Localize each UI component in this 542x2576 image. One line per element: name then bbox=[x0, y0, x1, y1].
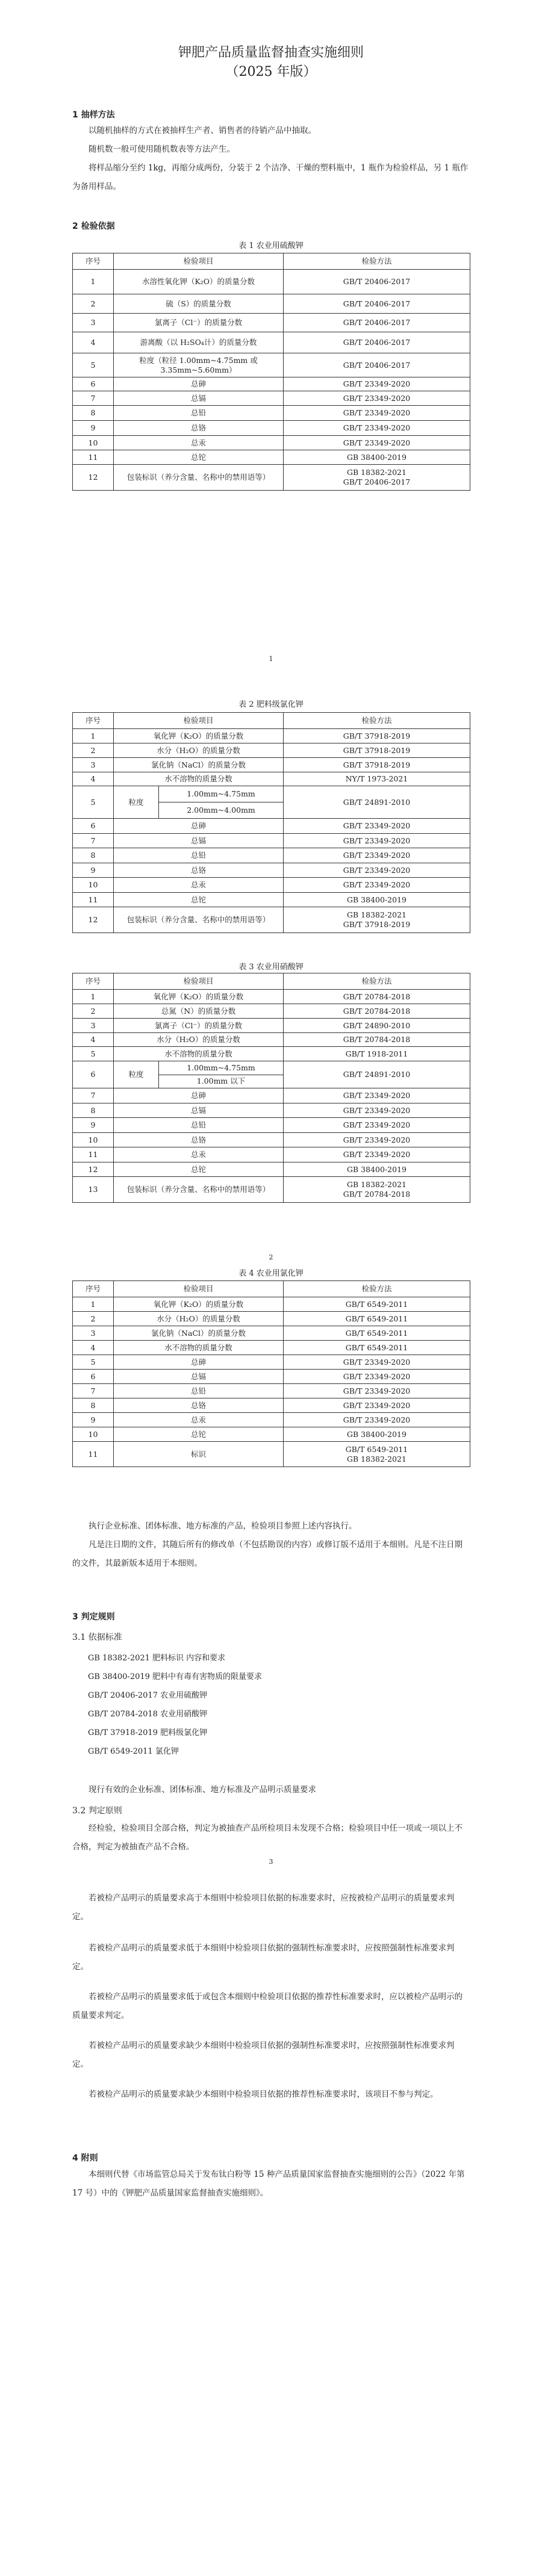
row-method: GB/T 37918-2019 bbox=[284, 743, 470, 758]
header-method: 检验方法 bbox=[284, 713, 470, 729]
row-item: 总汞 bbox=[114, 1147, 284, 1162]
row-method: GB/T 6549-2011 GB 18382-2021 bbox=[284, 1442, 470, 1467]
table-row bbox=[73, 1177, 470, 1203]
table-row bbox=[73, 834, 470, 848]
table-row bbox=[73, 878, 470, 893]
row-method: GB/T 23349-2020 bbox=[284, 848, 470, 863]
section-3-1-heading: 3.1 依据标准 bbox=[72, 1633, 122, 1642]
row-method: GB/T 23349-2020 bbox=[284, 1413, 470, 1427]
standard-item: GB/T 6549-2011 氯化钾 bbox=[88, 1747, 179, 1756]
table-row bbox=[73, 465, 470, 491]
table-row bbox=[73, 332, 470, 353]
table-row bbox=[73, 893, 470, 907]
row-number: 7 bbox=[73, 1088, 114, 1103]
table-row bbox=[73, 772, 470, 786]
row-item-group: 粒度 bbox=[114, 1061, 159, 1088]
row-item: 水不溶物的质量分数 bbox=[114, 772, 284, 786]
row-number: 9 bbox=[73, 421, 114, 436]
row-number: 5 bbox=[73, 786, 114, 819]
page-number: 2 bbox=[269, 1253, 273, 1261]
row-item: 总镉 bbox=[114, 1103, 284, 1118]
table-row bbox=[73, 1162, 470, 1177]
table-4-caption: 表 4 农业用氯化钾 bbox=[238, 1269, 304, 1278]
section-3-heading: 3 判定规则 bbox=[72, 1612, 115, 1622]
row-method: GB/T 37918-2019 bbox=[284, 729, 470, 743]
row-number: 11 bbox=[73, 1442, 114, 1467]
row-sub-item: 1.00mm~4.75mm bbox=[159, 786, 284, 802]
document-subtitle: （2025 年版） bbox=[225, 64, 317, 79]
table-row bbox=[73, 786, 470, 802]
row-number: 1 bbox=[73, 729, 114, 743]
row-item: 氧化钾（K₂O）的质量分数 bbox=[114, 729, 284, 743]
row-number: 4 bbox=[73, 1341, 114, 1355]
header-item: 检验项目 bbox=[114, 253, 284, 270]
row-item: 总镉 bbox=[114, 834, 284, 848]
row-number: 8 bbox=[73, 848, 114, 863]
row-number: 2 bbox=[73, 1312, 114, 1326]
table-row bbox=[73, 436, 470, 450]
row-number: 7 bbox=[73, 391, 114, 406]
row-item: 氯离子（Cl⁻）的质量分数 bbox=[114, 1019, 284, 1033]
row-number: 7 bbox=[73, 1384, 114, 1398]
row-item: 总砷 bbox=[114, 1088, 284, 1103]
table-4 bbox=[72, 1280, 470, 1467]
row-method: GB/T 23349-2020 bbox=[284, 406, 470, 421]
row-number: 8 bbox=[73, 406, 114, 421]
row-item: 总铅 bbox=[114, 1384, 284, 1398]
row-item: 水溶性氧化钾（K₂O）的质量分数 bbox=[114, 270, 284, 294]
standard-item: GB/T 37918-2019 肥料级氯化钾 bbox=[88, 1728, 208, 1737]
row-method: GB/T 23349-2020 bbox=[284, 421, 470, 436]
row-method: GB/T 23349-2020 bbox=[284, 1147, 470, 1162]
row-method: GB/T 23349-2020 bbox=[284, 878, 470, 893]
row-item: 总氮（N）的质量分数 bbox=[114, 1004, 284, 1019]
row-method: GB 38400-2019 bbox=[284, 1427, 470, 1442]
row-method: GB/T 23349-2020 bbox=[284, 436, 470, 450]
row-item: 总砷 bbox=[114, 1355, 284, 1370]
row-item: 总铬 bbox=[114, 421, 284, 436]
row-number: 3 bbox=[73, 1019, 114, 1033]
row-number: 7 bbox=[73, 834, 114, 848]
section-3-2-paragraph: 若被检产品明示的质量要求缺少本细则中检验项目依据的强制性标准要求时，应按照强制性标准要求判定。 bbox=[72, 2041, 455, 2069]
standard-item: GB 38400-2019 肥料中有毒有害物质的限量要求 bbox=[88, 1672, 263, 1681]
table-row bbox=[73, 1326, 470, 1341]
row-number: 5 bbox=[73, 1047, 114, 1061]
table-row bbox=[73, 990, 470, 1004]
row-item: 总铊 bbox=[114, 893, 284, 907]
table-row bbox=[73, 421, 470, 436]
table-1-caption: 表 1 农业用硫酸钾 bbox=[238, 241, 304, 250]
row-item: 氯化钠（NaCl）的质量分数 bbox=[114, 758, 284, 772]
section-3-2-paragraph: 若被检产品明示的质量要求低于或包含本细则中检验项目依据的推荐性标准要求时，应以被检产品明示的质量要求判定。 bbox=[72, 1992, 463, 2020]
table-row bbox=[73, 314, 470, 332]
row-method: GB/T 6549-2011 bbox=[284, 1312, 470, 1326]
row-number: 6 bbox=[73, 1370, 114, 1384]
header-method: 检验方法 bbox=[284, 973, 470, 990]
table-row bbox=[73, 1047, 470, 1061]
section-2-note: 凡是注日期的文件，其随后所有的修改单（不包括勘误的内容）或修订版不适用于本细则。凡是不注日期的文件，其最新版本适用于本细则。 bbox=[72, 1540, 463, 1568]
row-sub-item: 1.00mm~4.75mm bbox=[159, 1061, 284, 1075]
row-method: GB/T 20784-2018 bbox=[284, 990, 470, 1004]
row-number: 12 bbox=[73, 1162, 114, 1177]
table-row bbox=[73, 1004, 470, 1019]
row-item: 总铬 bbox=[114, 1133, 284, 1147]
table-row bbox=[73, 1019, 470, 1033]
row-sub-item: 1.00mm 以下 bbox=[159, 1075, 284, 1088]
table-row bbox=[73, 294, 470, 314]
row-item-group: 粒度 bbox=[114, 786, 159, 819]
table-row bbox=[73, 1061, 470, 1075]
section-3-2-paragraph: 若被检产品明示的质量要求低于本细则中检验项目依据的强制性标准要求时，应按照强制性标准要求判定。 bbox=[72, 1943, 455, 1972]
row-method: GB/T 24891-2010 bbox=[284, 1061, 470, 1088]
row-method: GB/T 23349-2020 bbox=[284, 834, 470, 848]
row-item: 总铊 bbox=[114, 1162, 284, 1177]
section-3-2-heading: 3.2 判定原则 bbox=[72, 1806, 122, 1816]
standard-item: GB/T 20406-2017 农业用硫酸钾 bbox=[88, 1691, 208, 1700]
table-row bbox=[73, 391, 470, 406]
row-item: 氯离子（Cl⁻）的质量分数 bbox=[114, 314, 284, 332]
row-item: 总汞 bbox=[114, 878, 284, 893]
row-method: GB 38400-2019 bbox=[284, 450, 470, 465]
row-method: GB/T 23349-2020 bbox=[284, 1355, 470, 1370]
row-method: GB/T 23349-2020 bbox=[284, 1118, 470, 1133]
section-3-2-paragraph: 若被检产品明示的质量要求高于本细则中检验项目依据的标准要求时，应按被检产品明示的质量要求判定。 bbox=[72, 1893, 455, 1922]
row-item: 水分（H₂O）的质量分数 bbox=[114, 1312, 284, 1326]
section-3-2-paragraph: 经检验，检验项目全部合格，判定为被抽查产品所检项目未发现不合格；检验项目中任一项或一项以上不合格，判定为被抽查产品不合格。 bbox=[72, 1823, 463, 1852]
table-row bbox=[73, 1442, 470, 1467]
row-method: GB/T 24891-2010 bbox=[284, 786, 470, 819]
row-method: GB/T 23349-2020 bbox=[284, 863, 470, 878]
standard-item: GB/T 20784-2018 农业用硝酸钾 bbox=[88, 1710, 208, 1719]
row-item: 总铅 bbox=[114, 1118, 284, 1133]
row-number: 10 bbox=[73, 1427, 114, 1442]
row-method: GB/T 20406-2017 bbox=[284, 353, 470, 377]
row-item: 包装标识（养分含量、名称中的禁用语等） bbox=[114, 1177, 284, 1203]
table-row bbox=[73, 743, 470, 758]
row-item: 总砷 bbox=[114, 819, 284, 834]
row-method: GB/T 6549-2011 bbox=[284, 1326, 470, 1341]
section-1-paragraph: 以随机抽样的方式在被抽样生产者、销售者的待销产品中抽取。 bbox=[89, 126, 316, 135]
row-item: 总铅 bbox=[114, 406, 284, 421]
table-row bbox=[73, 1103, 470, 1118]
row-sub-item: 2.00mm~4.00mm bbox=[159, 802, 284, 819]
section-2-note: 执行企业标准、团体标准、地方标准的产品，检验项目参照上述内容执行。 bbox=[89, 1521, 357, 1531]
table-row bbox=[73, 863, 470, 878]
section-4-heading: 4 附则 bbox=[72, 2153, 98, 2163]
table-row bbox=[73, 1413, 470, 1427]
table-row bbox=[73, 270, 470, 294]
table-row bbox=[73, 1355, 470, 1370]
row-method: GB/T 23349-2020 bbox=[284, 377, 470, 391]
table-row bbox=[73, 729, 470, 743]
table-row bbox=[73, 907, 470, 933]
row-number: 8 bbox=[73, 1103, 114, 1118]
row-number: 10 bbox=[73, 878, 114, 893]
table-3 bbox=[72, 973, 470, 1203]
section-3-1-note: 现行有效的企业标准、团体标准、地方标准及产品明示质量要求 bbox=[89, 1785, 316, 1795]
row-method: GB/T 23349-2020 bbox=[284, 1133, 470, 1147]
row-number: 4 bbox=[73, 772, 114, 786]
row-item: 氧化钾（K₂O）的质量分数 bbox=[114, 1297, 284, 1312]
row-item: 水分（H₂O）的质量分数 bbox=[114, 1033, 284, 1047]
header-seq: 序号 bbox=[73, 973, 114, 990]
table-row bbox=[73, 1133, 470, 1147]
row-number: 12 bbox=[73, 907, 114, 933]
row-number: 11 bbox=[73, 1147, 114, 1162]
row-item: 总铊 bbox=[114, 1427, 284, 1442]
header-item: 检验项目 bbox=[114, 713, 284, 729]
row-method: GB 18382-2021 GB/T 37918-2019 bbox=[284, 907, 470, 933]
row-item: 粒度（粒径 1.00mm~4.75mm 或 3.35mm~5.60mm） bbox=[114, 353, 284, 377]
table-row bbox=[73, 377, 470, 391]
row-method: GB/T 6549-2011 bbox=[284, 1341, 470, 1355]
row-number: 10 bbox=[73, 1133, 114, 1147]
table-row bbox=[73, 1312, 470, 1326]
document-title: 钾肥产品质量监督抽查实施细则 bbox=[178, 45, 364, 60]
table-row bbox=[73, 1370, 470, 1384]
row-method: GB/T 20406-2017 bbox=[284, 294, 470, 314]
row-number: 5 bbox=[73, 1355, 114, 1370]
row-item: 包装标识（养分含量、名称中的禁用语等） bbox=[114, 907, 284, 933]
row-method: GB/T 23349-2020 bbox=[284, 1370, 470, 1384]
row-number: 5 bbox=[73, 353, 114, 377]
row-number: 9 bbox=[73, 863, 114, 878]
table-row bbox=[73, 1118, 470, 1133]
row-number: 3 bbox=[73, 1326, 114, 1341]
table-3-caption: 表 3 农业用硝酸钾 bbox=[238, 963, 304, 972]
row-number: 4 bbox=[73, 332, 114, 353]
table-row bbox=[73, 1384, 470, 1398]
row-method: GB/T 23349-2020 bbox=[284, 1398, 470, 1413]
row-number: 6 bbox=[73, 377, 114, 391]
row-item: 氯化钠（NaCl）的质量分数 bbox=[114, 1326, 284, 1341]
row-number: 1 bbox=[73, 990, 114, 1004]
section-3-2-paragraph: 若被检产品明示的质量要求缺少本细则中检验项目依据的推荐性标准要求时，该项目不参与判定。 bbox=[89, 2090, 438, 2099]
row-number: 1 bbox=[73, 270, 114, 294]
row-method: GB/T 6549-2011 bbox=[284, 1297, 470, 1312]
row-item: 总汞 bbox=[114, 1413, 284, 1427]
table-2-caption: 表 2 肥料级氯化钾 bbox=[238, 700, 304, 709]
row-number: 2 bbox=[73, 1004, 114, 1019]
row-number: 11 bbox=[73, 450, 114, 465]
section-1-paragraph: 将样品缩分至约 1kg，再缩分成两份，分装于 2 个洁净、干燥的塑料瓶中，1 瓶作为检验样品，另 1 瓶作为备用样品。 bbox=[72, 163, 469, 191]
row-method: GB/T 20406-2017 bbox=[284, 332, 470, 353]
row-method: GB 18382-2021 GB/T 20784-2018 bbox=[284, 1177, 470, 1203]
row-item: 水不溶物的质量分数 bbox=[114, 1341, 284, 1355]
page-number: 3 bbox=[269, 1858, 273, 1866]
table-row bbox=[73, 353, 470, 377]
row-item: 总铊 bbox=[114, 450, 284, 465]
section-1-paragraph: 随机数一般可使用随机数表等方法产生。 bbox=[89, 144, 235, 154]
row-method: NY/T 1973-2021 bbox=[284, 772, 470, 786]
row-number: 10 bbox=[73, 436, 114, 450]
row-item: 标识 bbox=[114, 1442, 284, 1467]
row-number: 9 bbox=[73, 1413, 114, 1427]
table-row bbox=[73, 1147, 470, 1162]
row-item: 硫（S）的质量分数 bbox=[114, 294, 284, 314]
header-method: 检验方法 bbox=[284, 1281, 470, 1297]
row-number: 11 bbox=[73, 893, 114, 907]
row-number: 12 bbox=[73, 465, 114, 491]
row-item: 游离酸（以 H₂SO₄计）的质量分数 bbox=[114, 332, 284, 353]
table-row bbox=[73, 819, 470, 834]
table-row bbox=[73, 1427, 470, 1442]
standard-item: GB 18382-2021 肥料标识 内容和要求 bbox=[88, 1654, 226, 1663]
table-row bbox=[73, 450, 470, 465]
row-number: 13 bbox=[73, 1177, 114, 1203]
table-row bbox=[73, 406, 470, 421]
row-method: GB/T 20784-2018 bbox=[284, 1033, 470, 1047]
row-number: 6 bbox=[73, 819, 114, 834]
row-method: GB/T 20406-2017 bbox=[284, 270, 470, 294]
section-1-heading: 1 抽样方法 bbox=[72, 110, 115, 120]
header-seq: 序号 bbox=[73, 1281, 114, 1297]
row-item: 氧化钾（K₂O）的质量分数 bbox=[114, 990, 284, 1004]
row-method: GB/T 23349-2020 bbox=[284, 1088, 470, 1103]
row-item: 水分（H₂O）的质量分数 bbox=[114, 743, 284, 758]
row-number: 2 bbox=[73, 294, 114, 314]
row-number: 2 bbox=[73, 743, 114, 758]
row-method: GB/T 23349-2020 bbox=[284, 1384, 470, 1398]
row-method: GB/T 24890-2010 bbox=[284, 1019, 470, 1033]
row-number: 9 bbox=[73, 1118, 114, 1133]
table-row bbox=[73, 1398, 470, 1413]
table-row bbox=[73, 848, 470, 863]
row-method: GB 38400-2019 bbox=[284, 1162, 470, 1177]
row-number: 3 bbox=[73, 314, 114, 332]
row-method: GB/T 20406-2017 bbox=[284, 314, 470, 332]
table-row bbox=[73, 1341, 470, 1355]
section-2-heading: 2 检验依据 bbox=[72, 222, 115, 231]
header-method: 检验方法 bbox=[284, 253, 470, 270]
row-item: 总铬 bbox=[114, 1398, 284, 1413]
row-number: 8 bbox=[73, 1398, 114, 1413]
table-2 bbox=[72, 712, 470, 933]
page-number: 1 bbox=[269, 655, 273, 663]
row-method: GB/T 37918-2019 bbox=[284, 758, 470, 772]
header-item: 检验项目 bbox=[114, 973, 284, 990]
row-item: 总铅 bbox=[114, 848, 284, 863]
row-method: GB/T 23349-2020 bbox=[284, 1103, 470, 1118]
table-row bbox=[73, 1033, 470, 1047]
row-item: 总铬 bbox=[114, 863, 284, 878]
header-seq: 序号 bbox=[73, 713, 114, 729]
table-1 bbox=[72, 253, 470, 491]
row-item: 总汞 bbox=[114, 436, 284, 450]
table-row bbox=[73, 1297, 470, 1312]
row-item: 总砷 bbox=[114, 377, 284, 391]
row-number: 1 bbox=[73, 1297, 114, 1312]
table-row bbox=[73, 1088, 470, 1103]
header-seq: 序号 bbox=[73, 253, 114, 270]
row-item: 包装标识（养分含量、名称中的禁用语等） bbox=[114, 465, 284, 491]
row-method: GB/T 20784-2018 bbox=[284, 1004, 470, 1019]
row-number: 3 bbox=[73, 758, 114, 772]
row-number: 4 bbox=[73, 1033, 114, 1047]
row-item: 总镉 bbox=[114, 1370, 284, 1384]
row-method: GB/T 1918-2011 bbox=[284, 1047, 470, 1061]
row-method: GB 38400-2019 bbox=[284, 893, 470, 907]
row-method: GB 18382-2021 GB/T 20406-2017 bbox=[284, 465, 470, 491]
section-4-paragraph: 本细则代替《市场监管总局关于发布钛白粉等 15 种产品质量国家监督抽查实施细则的公告》（2022 年第 17 号）中的《钾肥产品质量国家监督抽查实施细则》。 bbox=[72, 2170, 465, 2198]
row-method: GB/T 23349-2020 bbox=[284, 391, 470, 406]
row-method: GB/T 23349-2020 bbox=[284, 819, 470, 834]
header-item: 检验项目 bbox=[114, 1281, 284, 1297]
row-number: 6 bbox=[73, 1061, 114, 1088]
row-item: 水不溶物的质量分数 bbox=[114, 1047, 284, 1061]
table-row bbox=[73, 758, 470, 772]
row-item: 总镉 bbox=[114, 391, 284, 406]
